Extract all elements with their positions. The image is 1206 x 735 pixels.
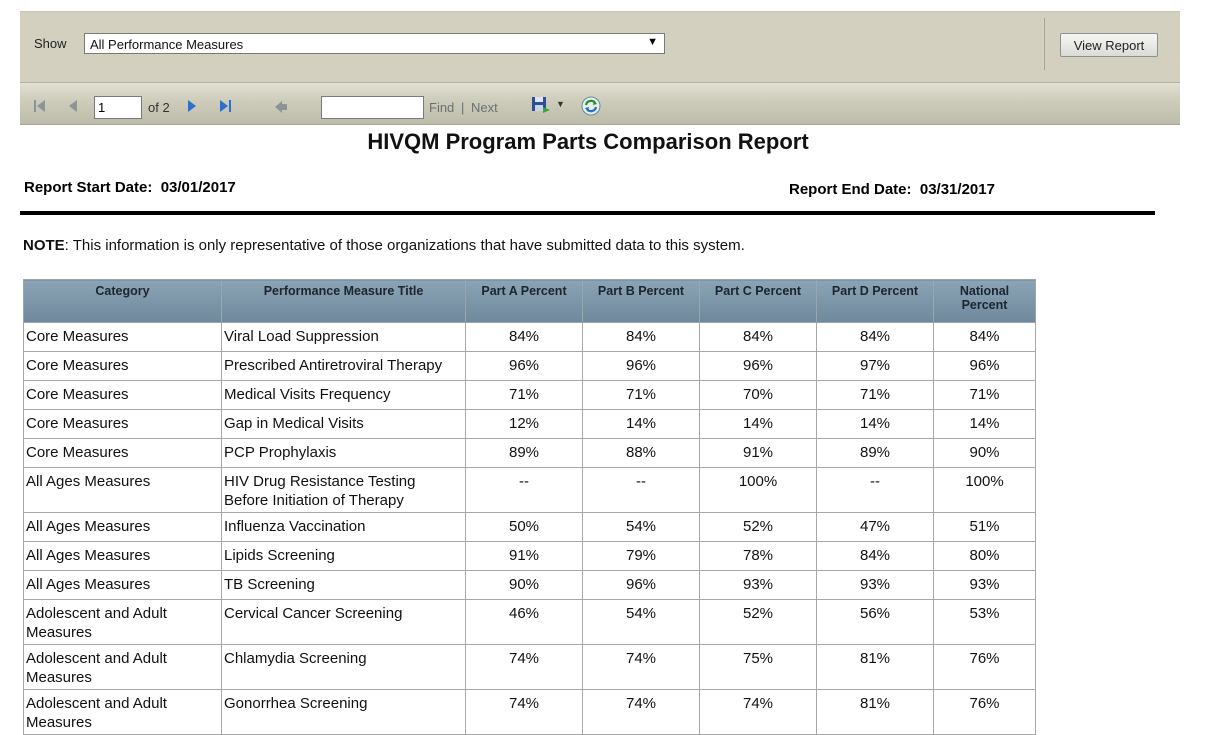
- cell-part-d: 81%: [817, 690, 934, 735]
- cell-part-b: 74%: [583, 645, 700, 690]
- cell-part-a: 46%: [466, 600, 583, 645]
- cell-category: Adolescent and Adult Measures: [24, 600, 222, 645]
- cell-national: 71%: [934, 381, 1036, 410]
- end-date-value: 03/31/2017: [919, 181, 995, 198]
- cell-part-a: 74%: [466, 690, 583, 735]
- cell-part-d: 93%: [817, 571, 934, 600]
- cell-part-a: 96%: [466, 352, 583, 381]
- view-report-button[interactable]: View Report: [1060, 33, 1158, 57]
- cell-category: Core Measures: [24, 410, 222, 439]
- cell-measure: Medical Visits Frequency: [222, 381, 466, 410]
- cell-part-d: --: [817, 468, 934, 513]
- cell-national: 76%: [934, 690, 1036, 735]
- show-label: Show: [34, 36, 67, 51]
- cell-part-b: 54%: [583, 600, 700, 645]
- cell-part-d: 56%: [817, 600, 934, 645]
- cell-measure: Cervical Cancer Screening: [222, 600, 466, 645]
- cell-part-a: --: [466, 468, 583, 513]
- header-part-c: Part C Percent: [700, 280, 817, 323]
- table-row: [24, 600, 1036, 645]
- cell-part-c: 78%: [700, 542, 817, 571]
- cell-part-b: 14%: [583, 410, 700, 439]
- cell-part-c: 52%: [700, 513, 817, 542]
- cell-national: 53%: [934, 600, 1036, 645]
- cell-part-a: 84%: [466, 323, 583, 352]
- export-dropdown-icon[interactable]: ▼: [556, 99, 565, 109]
- report-end-date: [789, 181, 995, 198]
- report-toolbar: [20, 82, 1180, 125]
- cell-part-b: 54%: [583, 513, 700, 542]
- refresh-icon[interactable]: [581, 96, 601, 116]
- table-header-row: [24, 280, 1036, 323]
- first-page-icon[interactable]: [32, 98, 48, 114]
- export-save-icon[interactable]: [531, 95, 551, 115]
- cell-part-c: 93%: [700, 571, 817, 600]
- note-label: NOTE: [23, 237, 65, 254]
- cell-part-c: 74%: [700, 690, 817, 735]
- report-title: HIVQM Program Parts Comparison Report: [367, 129, 809, 154]
- table-row: [24, 410, 1036, 439]
- header-measure-title: Performance Measure Title: [222, 280, 466, 323]
- cell-part-d: 14%: [817, 410, 934, 439]
- cell-part-a: 90%: [466, 571, 583, 600]
- cell-category: Core Measures: [24, 352, 222, 381]
- next-page-icon[interactable]: [185, 98, 199, 114]
- header-category: Category: [24, 280, 222, 323]
- show-dropdown-value: All Performance Measures: [90, 37, 244, 52]
- find-link[interactable]: Find: [429, 100, 455, 115]
- page-number-input[interactable]: [94, 96, 142, 119]
- table-row: [24, 439, 1036, 468]
- cell-part-c: 91%: [700, 439, 817, 468]
- parameter-panel: [20, 11, 1180, 82]
- cell-part-b: 96%: [583, 352, 700, 381]
- find-text-input[interactable]: [321, 96, 424, 119]
- cell-category: All Ages Measures: [24, 542, 222, 571]
- cell-measure: TB Screening: [222, 571, 466, 600]
- table-row: [24, 645, 1036, 690]
- cell-category: All Ages Measures: [24, 571, 222, 600]
- cell-national: 80%: [934, 542, 1036, 571]
- cell-national: 100%: [934, 468, 1036, 513]
- cell-national: 84%: [934, 323, 1036, 352]
- cell-part-b: 79%: [583, 542, 700, 571]
- cell-part-a: 89%: [466, 439, 583, 468]
- cell-part-b: --: [583, 468, 700, 513]
- cell-measure: Viral Load Suppression: [222, 323, 466, 352]
- page-count: of 2: [148, 100, 170, 115]
- cell-category: All Ages Measures: [24, 513, 222, 542]
- cell-national: 14%: [934, 410, 1036, 439]
- start-date-label: Report Start Date:: [24, 179, 153, 196]
- cell-part-b: 84%: [583, 323, 700, 352]
- report-note: [23, 237, 745, 254]
- next-link[interactable]: Next: [471, 100, 498, 115]
- cell-national: 51%: [934, 513, 1036, 542]
- cell-category: Adolescent and Adult Measures: [24, 645, 222, 690]
- table-row: [24, 381, 1036, 410]
- cell-part-b: 88%: [583, 439, 700, 468]
- cell-measure: Influenza Vaccination: [222, 513, 466, 542]
- cell-part-c: 52%: [700, 600, 817, 645]
- cell-measure: Gap in Medical Visits: [222, 410, 466, 439]
- cell-part-d: 97%: [817, 352, 934, 381]
- panel-divider: [1044, 18, 1045, 70]
- cell-part-d: 71%: [817, 381, 934, 410]
- cell-part-b: 96%: [583, 571, 700, 600]
- cell-measure: HIV Drug Resistance Testing Before Initiation of Therapy: [222, 468, 466, 513]
- table-row: [24, 690, 1036, 735]
- cell-part-d: 89%: [817, 439, 934, 468]
- cell-part-a: 12%: [466, 410, 583, 439]
- cell-category: All Ages Measures: [24, 468, 222, 513]
- cell-part-c: 100%: [700, 468, 817, 513]
- table-row: [24, 571, 1036, 600]
- cell-national: 90%: [934, 439, 1036, 468]
- header-part-d: Part D Percent: [817, 280, 934, 323]
- header-national: National Percent: [934, 280, 1036, 323]
- header-part-b: Part B Percent: [583, 280, 700, 323]
- cell-part-a: 71%: [466, 381, 583, 410]
- cell-category: Adolescent and Adult Measures: [24, 690, 222, 735]
- note-text: : This information is only representative of those organizations that have submitted data to this system.: [64, 237, 745, 254]
- table-row: [24, 468, 1036, 513]
- back-to-parent-icon[interactable]: [273, 100, 289, 114]
- cell-part-a: 91%: [466, 542, 583, 571]
- cell-part-d: 81%: [817, 645, 934, 690]
- cell-category: Core Measures: [24, 439, 222, 468]
- cell-measure: Prescribed Antiretroviral Therapy: [222, 352, 466, 381]
- last-page-icon[interactable]: [217, 98, 233, 114]
- dropdown-arrow-icon: ▼: [647, 36, 658, 48]
- header-part-a: Part A Percent: [466, 280, 583, 323]
- cell-measure: Lipids Screening: [222, 542, 466, 571]
- table-row: [24, 542, 1036, 571]
- find-separator: |: [461, 100, 465, 115]
- cell-part-c: 14%: [700, 410, 817, 439]
- end-date-label: Report End Date:: [789, 181, 912, 198]
- table-row: [24, 513, 1036, 542]
- cell-part-d: 84%: [817, 542, 934, 571]
- cell-national: 76%: [934, 645, 1036, 690]
- cell-national: 96%: [934, 352, 1036, 381]
- table-row: [24, 352, 1036, 381]
- header-divider: [20, 211, 1155, 215]
- cell-part-d: 84%: [817, 323, 934, 352]
- cell-national: 93%: [934, 571, 1036, 600]
- cell-part-a: 50%: [466, 513, 583, 542]
- show-dropdown[interactable]: [84, 33, 665, 54]
- cell-part-b: 71%: [583, 381, 700, 410]
- cell-part-a: 74%: [466, 645, 583, 690]
- cell-category: Core Measures: [24, 381, 222, 410]
- table-row: [24, 323, 1036, 352]
- cell-measure: Chlamydia Screening: [222, 645, 466, 690]
- start-date-value: 03/01/2017: [160, 179, 236, 196]
- report-start-date: [24, 179, 236, 196]
- cell-part-c: 84%: [700, 323, 817, 352]
- cell-part-b: 74%: [583, 690, 700, 735]
- cell-part-c: 70%: [700, 381, 817, 410]
- comparison-table: [23, 279, 1036, 735]
- cell-category: Core Measures: [24, 323, 222, 352]
- cell-part-c: 75%: [700, 645, 817, 690]
- cell-measure: PCP Prophylaxis: [222, 439, 466, 468]
- previous-page-icon[interactable]: [66, 98, 80, 114]
- cell-measure: Gonorrhea Screening: [222, 690, 466, 735]
- cell-part-c: 96%: [700, 352, 817, 381]
- cell-part-d: 47%: [817, 513, 934, 542]
